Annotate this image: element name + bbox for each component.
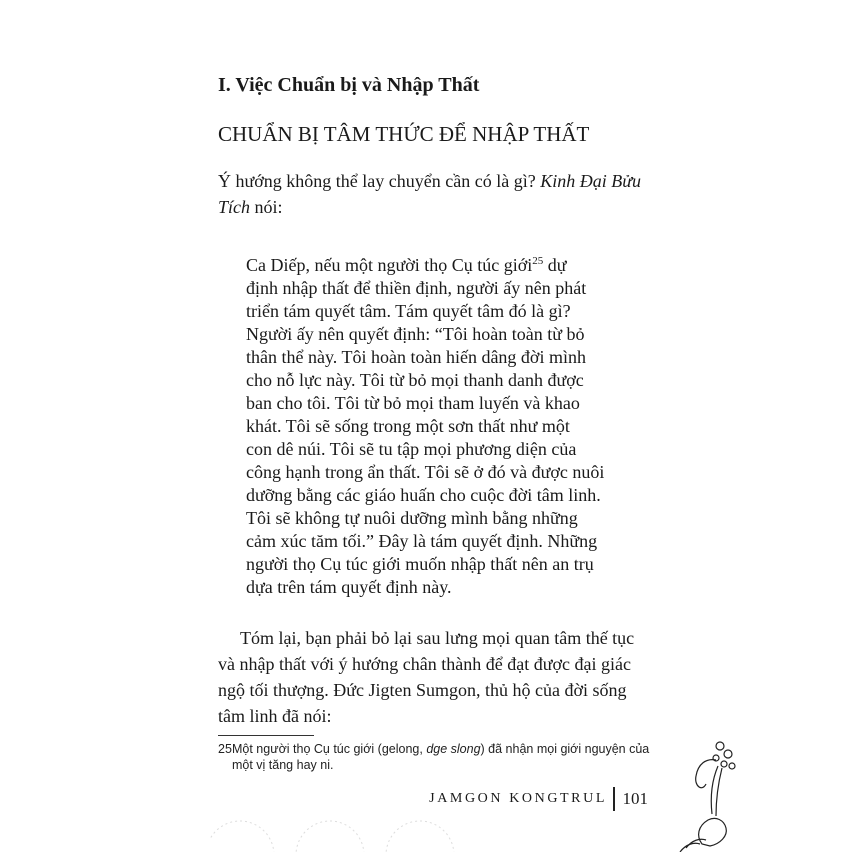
- quote-line: công hạnh trong ẩn thất. Tôi sẽ ở đó và được nuôi: [246, 462, 605, 482]
- footnote-number: 25: [218, 742, 232, 756]
- paragraph: [218, 625, 648, 729]
- section-heading: I. Việc Chuẩn bị và Nhập Thất: [218, 74, 480, 96]
- quote-line: dựa trên tám quyết định này.: [246, 577, 452, 597]
- paragraph-line: Tóm lại, bạn phải bỏ lại sau lưng mọi quan tâm thế tục: [240, 628, 635, 648]
- quote-line: triển tám quyết tâm. Tám quyết tâm đó là gì?: [246, 301, 571, 321]
- author-name: JAMGON KONGTRUL: [429, 791, 607, 806]
- quote-line: dưỡng bằng các giáo huấn cho cuộc đời tâm linh.: [246, 485, 601, 505]
- block-quote: [218, 254, 648, 599]
- subheading: CHUẨN BỊ TÂM THỨC ĐỂ NHẬP THẤT: [218, 122, 590, 146]
- paragraph-line: và nhập thất với ý hướng chân thành để đạt được đại giác: [218, 654, 631, 674]
- quote-line: định nhập thất để thiền định, người ấy nên phát: [246, 278, 587, 298]
- intro-paragraph: [218, 168, 648, 220]
- quote-line: thân thể này. Tôi hoàn toàn hiến dâng đời mình: [246, 347, 586, 367]
- text-column: [218, 72, 648, 811]
- quote-line: cho nỗ lực này. Tôi từ bỏ mọi thanh danh được: [246, 370, 584, 390]
- footnote-divider: [218, 735, 314, 736]
- running-footer: [218, 787, 648, 811]
- page-number: 101: [622, 789, 648, 808]
- paragraph-line: ngộ tối thượng. Đức Jigten Sumgon, thủ hộ của đời sống: [218, 680, 627, 700]
- quote-line: ban cho tôi. Tôi từ bỏ mọi tham luyến và khao: [246, 393, 580, 413]
- intro-line-1: [218, 168, 648, 194]
- quote-line: Người ấy nên quyết định: “Tôi hoàn toàn từ bỏ: [246, 324, 585, 344]
- intro-text: Ý hướng không thể lay chuyển cần có là gì?: [218, 171, 541, 191]
- quote-line: Tôi sẽ không tự nuôi dưỡng mình bằng những: [246, 508, 578, 528]
- paragraph-line: tâm linh đã nói:: [218, 706, 332, 726]
- footer-divider: [613, 787, 615, 811]
- quote-line: con dê núi. Tôi sẽ tu tập mọi phương diện của: [246, 439, 577, 459]
- quote-line: Ca Diếp, nếu một người thọ Cụ túc giới$^{25}$ dự: [246, 255, 567, 275]
- quote-line: người thọ Cụ túc giới muốn nhập thất nên an trụ: [246, 554, 594, 574]
- hand-holding-flowers-illustration: [676, 740, 756, 852]
- quote-line: khát. Tôi sẽ sống trong một sơn thất như một: [246, 416, 570, 436]
- footnote: 25Một người thọ Cụ túc giới (gelong, dge slong) đã nhận mọi giới nguyện của một vị tăng hay ni.: [218, 742, 650, 772]
- quote-line: cảm xúc tăm tối.” Đây là tám quyết định. Những: [246, 531, 598, 551]
- sutra-title: Kinh Đại Bửu: [540, 171, 642, 191]
- faded-decorative-pattern: [210, 810, 470, 852]
- intro-line-2: [218, 194, 648, 220]
- sutra-title-cont: Tích: [218, 197, 251, 217]
- intro-text-cont: nói:: [250, 197, 283, 217]
- footnote-ref[interactable]: 25: [532, 255, 544, 267]
